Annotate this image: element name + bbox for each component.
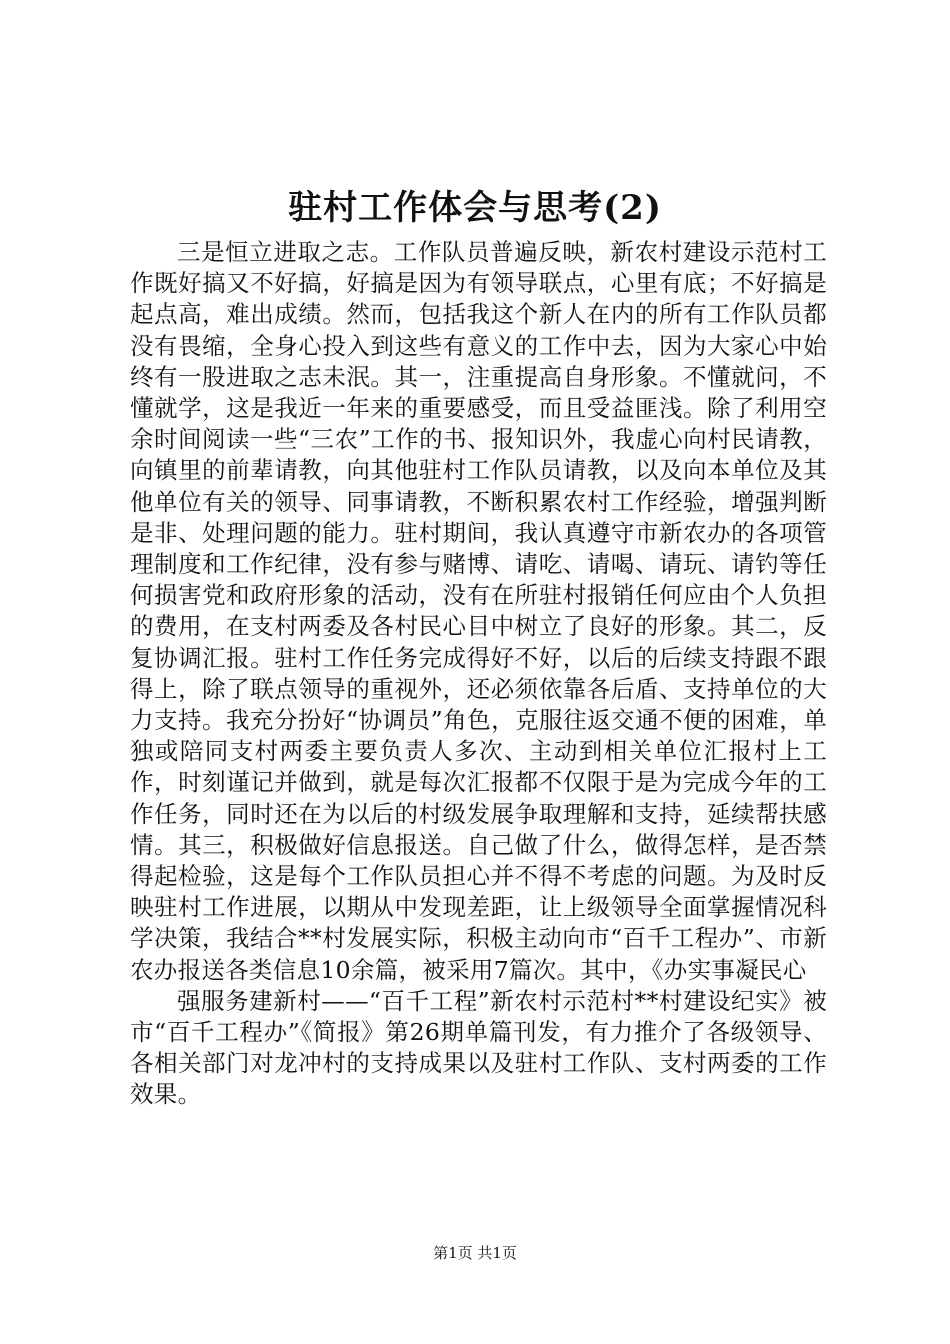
page-footer: 第1页 共1页 [433,1244,517,1262]
paragraph: 三是恒立进取之志。工作队员普遍反映，新农村建设示范村工作既好搞又不好搞，好搞是因为有领导联点，心里有底；不好搞是起点高，难出成绩。然而，包括我这个新人在内的所有工作队员都没有畏缩，全身心投入到这些有意义的工作中去，因为大家心中始终有一股进取之志未泯。其一，注重提高自身形象。不懂就问，不懂就学，这是我近一年来的重要感受，而且受益匪浅。除了利用空余时间阅读一些“三农”工作的书、报知识外，我虚心向村民请教，向镇里的前辈请教，向其他驻村工作队员请教，以及向本单位及其他单位有关的领导、同事请教，不断积累农村工作经验，增强判断是非、处理问题的能力。驻村期间，我认真遵守市新农办的各项管理制度和工作纪律，没有参与赌博、请吃、请喝、请玩、请钓等任何损害党和政府形象的活动，没有在所驻村报销任何应由个人负担的费用，在支村两委及各村民心目中树立了良好的形象。其二，反复协调汇报。驻村工作任务完成得好不好，以后的后续支持跟不跟得上，除了联点领导的重视外，还必须依靠各后盾、支持单位的大力支持。我充分扮好“协调员”角色，克服往返交通不便的困难，单独或陪同支村两委主要负责人多次、主动到相关单位汇报村上工作，时刻谨记并做到，就是每次汇报都不仅限于是为完成今年的工作任务，同时还在为以后的村级发展争取理解和支持，延续帮扶感情。其三，积极做好信息报送。自己做了什么，做得怎样，是否禁得起检验，这是每个工作队员担心并不得不考虑的问题。为及时反映驻村工作进展，以期从中发现差距，让上级领导全面掌握情况科学决策，我结合**村发展实际，积极主动向市“百千工程办”、市新农办报送各类信息10余篇，被采用7篇次。其中，《办实事凝民心 [130,238,827,984]
page-title: 驻村工作体会与思考(2) [288,188,662,228]
document-body [130,237,827,1111]
paragraph: 强服务建新村——“百千工程”新农村示范村**村建设纪实》被市“百千工程办”《简报》第26期单篇刊发，有力推介了各级领导、各相关部门对龙冲村的支持成果以及驻村工作队、支村两委的工作效果。 [130,986,827,1109]
